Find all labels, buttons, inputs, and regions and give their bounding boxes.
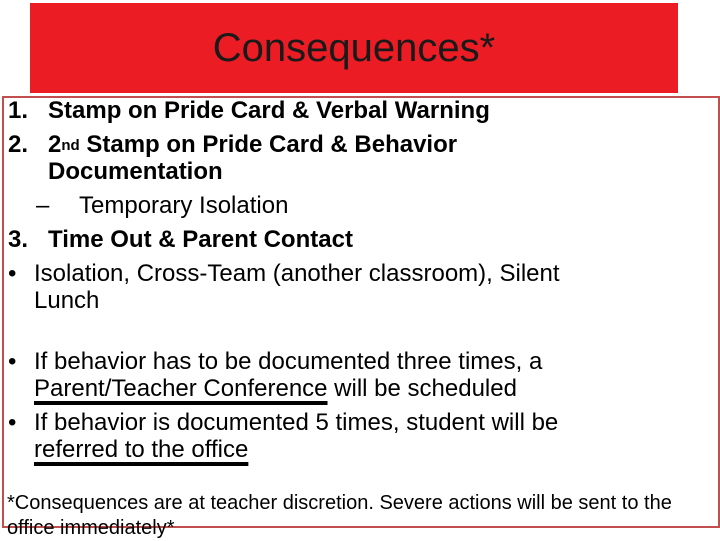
- ordinal-number: 2: [48, 131, 62, 158]
- page-title: Consequences*: [212, 25, 496, 70]
- underlined-text: Parent/Teacher Conference: [34, 375, 328, 402]
- list-number: 2.: [8, 131, 29, 158]
- title-banner: [30, 3, 678, 93]
- bullet-text: [34, 436, 248, 464]
- list-item-text: Time Out & Parent Contact: [48, 226, 353, 253]
- sub-item-text: Temporary Isolation: [79, 192, 289, 219]
- bullet-text-rest: will be scheduled: [327, 375, 517, 402]
- bullet-glyph: •: [8, 348, 17, 375]
- list-item-text: [48, 131, 457, 159]
- list-number: 1.: [8, 97, 29, 124]
- list-item-text-rest: Stamp on Pride Card & Behavior: [79, 131, 458, 158]
- list-number: 3.: [8, 226, 29, 253]
- list-item-text: Documentation: [48, 158, 223, 185]
- bullet-text: Isolation, Cross-Team (another classroom), Silent: [34, 260, 560, 287]
- bullet-text: If behavior is documented 5 times, student will be: [34, 409, 559, 436]
- bullet-text: [34, 375, 517, 403]
- list-item-text: Stamp on Pride Card & Verbal Warning: [48, 97, 490, 124]
- bullet-glyph: •: [8, 409, 17, 436]
- footnote: *Consequences are at teacher discretion. Severe actions will be sent to the office immediately*: [7, 492, 672, 539]
- ordinal-suffix: nd: [61, 137, 80, 154]
- bullet-glyph: •: [8, 260, 17, 287]
- dash-glyph: –: [36, 192, 50, 219]
- bullet-text: If behavior has to be documented three times, a: [34, 348, 543, 375]
- bullet-text: Lunch: [34, 287, 100, 314]
- underlined-text: referred to the office: [34, 436, 249, 463]
